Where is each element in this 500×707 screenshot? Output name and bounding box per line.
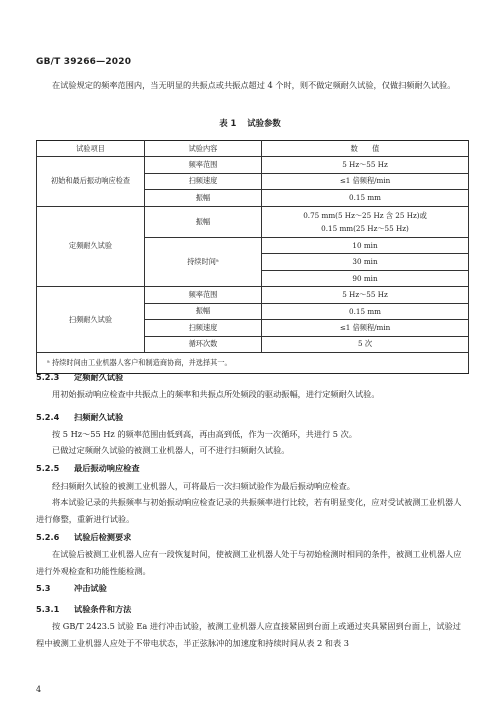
section-title: 最后振动响应检查 [74,463,140,473]
table-cell: 0.15 mm [262,303,469,320]
section-number: 5.2.6 [36,532,60,542]
paragraph: 按 GB/T 2423.5 试验 Ea 进行冲击试验，被测工业机器人应直接紧固到台面上或通过夹具紧固到台面上，试验过程中被测工业机器人应处于不带电状态，半正弦脉冲的加速度和持续时间从表 2 和表 3 [36,621,461,648]
header-test-content: 试验内容 [145,141,262,157]
table-cell-amplitude-value [262,206,469,237]
section-title: 试验后检测要求 [74,532,132,542]
paragraph: 经扫频耐久试验的被测工业机器人，可将最后一次扫频试验作为最后振动响应检查。 [52,481,355,491]
table-cell: 5 次 [262,336,469,353]
section-number: 5.3.1 [36,604,60,614]
table-cell: 5 Hz～55 Hz [262,157,469,174]
table-cell: ≤1 倍频程/min [262,320,469,337]
intro-paragraph: 在试验规定的频率范围内，当无明显的共振点或共振点超过 4 个时，则不做定频耐久试验，仅做扫频耐久试验。 [52,80,456,90]
table-row [37,206,469,237]
paragraph: 按 5 Hz～55 Hz 的频率范围由低到高，再由高到低，作为一次循环，共进行 5 次。 [52,429,357,439]
section-heading [36,604,131,615]
paragraph: 将本试验记录的共振频率与初始振动响应检查记录的共振频率进行比较，若有明显变化，应对受试被测工业机器人进行修整，重新进行试验。 [36,497,462,524]
table-cell: 扫频速度 [145,173,262,190]
section-title: 试验条件和方法 [74,604,132,614]
page-number: 4 [36,685,42,694]
table-cell: 振幅 [145,303,262,320]
section-number: 5.2.5 [36,463,60,473]
header-test-item: 试验项目 [37,141,145,157]
table-note: ᵃ 持续时间由工业机器人客户和制造商协商，并选择其一。 [37,353,469,374]
section-heading [36,532,131,543]
paragraph: 已做过定频耐久试验的被测工业机器人，可不进行扫频耐久试验。 [52,445,290,455]
paragraph: 用初始振动响应检查中共振点上的频率和共振点所处频段的驱动振幅，进行定频耐久试验。 [52,389,380,399]
standard-number: GB/T 39266—2020 [36,57,132,67]
table-cell: 0.15 mm [262,190,469,207]
table-cell-duration-label: 持续时间ᵃ [145,237,262,287]
test-parameters-table [36,140,469,374]
table-row [37,287,469,304]
section-number: 5.3 [36,583,51,593]
table-cell: 频率范围 [145,287,262,304]
table-caption [0,117,500,129]
table-note-row [37,353,469,374]
group-initial-response-check: 初始和最后振动响应检查 [37,157,145,207]
group-sweep-endurance: 扫频耐久试验 [37,287,145,353]
section-title: 扫频耐久试验 [74,412,124,422]
section-heading [36,463,140,474]
table-header-row [37,141,469,157]
section-number: 5.2.4 [36,412,60,422]
section-heading [36,372,123,383]
table-cell: ≤1 倍频程/min [262,173,469,190]
section-heading [36,412,123,423]
table-cell: 振幅 [145,206,262,237]
table-row [37,157,469,174]
table-caption-title: 试验参数 [247,118,281,128]
table-cell: 振幅 [145,190,262,207]
table-caption-number: 表 1 [219,118,237,128]
table-cell: 10 min [262,237,469,254]
amplitude-line-2: 0.15 mm(25 Hz～55 Hz) [321,223,409,233]
paragraph: 在试验后被测工业机器人应有一段恢复时间，使被测工业机器人处于与初始检测时相同的条件，被测工业机器人应进行外观检查和功能性能检测。 [36,549,462,576]
table-cell: 频率范围 [145,157,262,174]
section-heading [36,583,107,594]
table-cell: 扫频速度 [145,320,262,337]
group-fixed-frequency-endurance: 定频耐久试验 [37,206,145,287]
table-cell: 循环次数 [145,336,262,353]
section-number: 5.2.3 [36,372,60,382]
table-cell: 5 Hz～55 Hz [262,287,469,304]
section-title: 冲击试验 [74,583,107,593]
section-title: 定频耐久试验 [74,372,124,382]
amplitude-line-1: 0.75 mm(5 Hz～25 Hz 含 25 Hz)或 [303,210,427,220]
header-value: 数 值 [262,141,469,157]
table-cell: 90 min [262,270,469,287]
table-cell: 30 min [262,254,469,271]
